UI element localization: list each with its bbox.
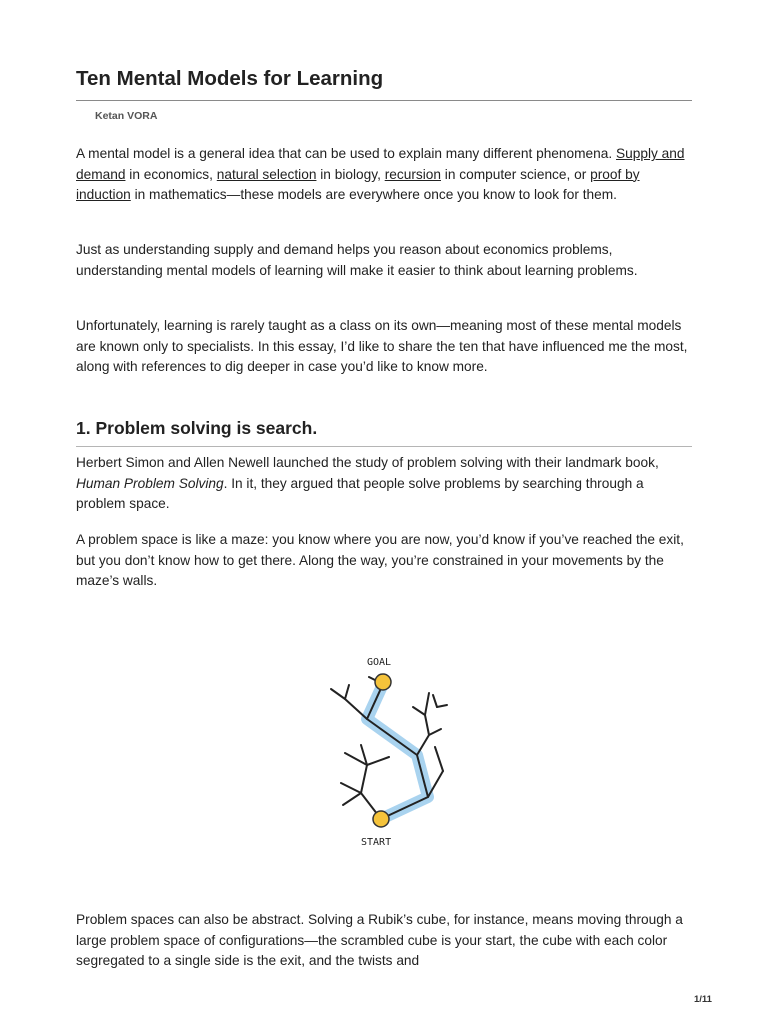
intro-text-4: in computer science, or (440, 166, 591, 182)
page-title: Ten Mental Models for Learning (76, 67, 384, 90)
intro-text-1: A mental model is a general idea that can be used to explain many different phenomena. (76, 146, 613, 161)
section1-paragraph-3: Problem spaces can also be abstract. Solving a Rubik’s cube, for instance, means moving through a large problem space of configurations—the scrambled cube is your start, the cube with each color segregated to a single side is the exit, and the twists and (76, 912, 683, 968)
goal-label: GOAL (367, 657, 392, 668)
start-node (373, 811, 389, 827)
goal-node (375, 674, 391, 690)
section1-paragraph-1 (76, 453, 692, 515)
title-divider (76, 100, 692, 101)
link-supply-and-demand[interactable]: Supply and demand (76, 146, 685, 182)
paragraph-3: Unfortunately, learning is rarely taught as a class on its own—meaning most of these mental models are known only to specialists. In this essay, I’d like to share the ten that have influenced me the most, along with references to dig deeper in case you’d like to know more. (76, 318, 688, 374)
page-number: 1/11 (694, 994, 712, 1005)
intro-text-2: in economics, (125, 166, 217, 182)
paragraph-2: Just as understanding supply and demand helps you reason about economics problems, understanding mental models of learning will make it easier to think about learning problems. (76, 242, 638, 278)
author-name: Ketan VORA (95, 110, 158, 122)
link-natural-selection[interactable]: natural selection (216, 166, 317, 182)
start-label: START (361, 837, 392, 848)
section-heading-1: 1. Problem solving is search. (76, 418, 318, 438)
section-divider (76, 446, 692, 447)
intro-text-3: in biology, (316, 166, 385, 182)
link-recursion[interactable]: recursion (384, 166, 441, 182)
section1-paragraph-2: A problem space is like a maze: you know where you are now, you’d know if you’ve reached the exit, but you don’t know how to get there. Along the way, you’re constrained in your movements by the maze’s walls. (76, 532, 684, 588)
link-proof-by-induction[interactable]: proof by induction (76, 166, 640, 202)
section1-text-b: . In it, they argued that people solve problems by searching through a problem space. (76, 475, 644, 511)
section1-text-a: Herbert Simon and Allen Newell launched the study of problem solving with their landmark book, (76, 455, 659, 470)
intro-paragraph (76, 144, 692, 206)
book-title: Human Problem Solving (76, 475, 224, 491)
intro-text-5: in mathematics—these models are everywhere once you know to look for them. (130, 187, 617, 202)
maze-illustration (317, 647, 457, 852)
